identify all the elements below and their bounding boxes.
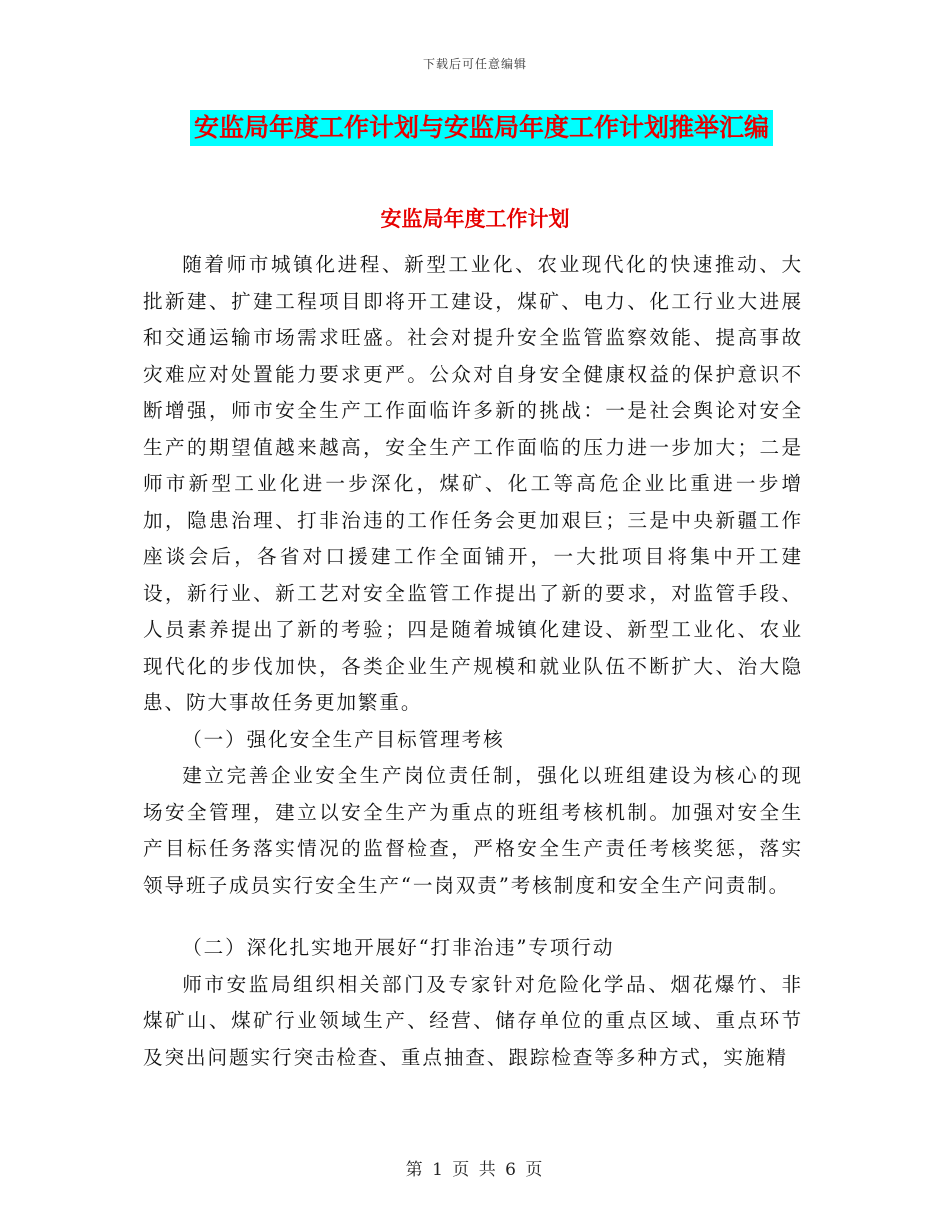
paragraph-target-management: 建立完善企业安全生产岗位责任制，强化以班组建设为核心的现场安全管理，建立以安全生产为重点的班组考核机制。加强对安全生产目标任务落实情况的监督检查，严格安全生产责任考核奖惩，落实领导班子成员实行安全生产“一岗双责”考核制度和安全生产问责制。 bbox=[143, 764, 803, 897]
document-body bbox=[143, 247, 803, 1076]
sub-heading-2: （二）深化扎实地开展好“打非治违”专项行动 bbox=[182, 936, 615, 959]
paragraph-inspection: 师市安监局组织相关部门及专家针对危险化学品、烟花爆竹、非煤矿山、煤矿行业领域生产、经营、储存单位的重点区域、重点环节及突出问题实行突击检查、重点抽查、跟踪检查等多种方式，实施精 bbox=[143, 972, 803, 1069]
document-main-title: 安监局年度工作计划与安监局年度工作计划推举汇编 bbox=[190, 110, 773, 146]
paragraph-intro: 随着师市城镇化进程、新型工业化、农业现代化的快速推动、大批新建、扩建工程项目即将开工建设，煤矿、电力、化工行业大进展和交通运输市场需求旺盛。社会对提升安全监管监察效能、提高事故灾难应对处置能力要求更严。公众对自身安全健康权益的保护意识不断增强，师市安全生产工作面临许多新的挑战：一是社会舆论对安全生产的期望值越来越高，安全生产工作面临的压力进一步加大；二是师市新型工业化进一步深化，煤矿、化工等高危企业比重进一步增加，隐患治理、打非治违的工作任务会更加艰巨；三是中央新疆工作座谈会后，各省对口援建工作全面铺开，一大批项目将集中开工建设，新行业、新工艺对安全监管工作提出了新的要求，对监管手段、人员素养提出了新的考验；四是随着城镇化建设、新型工业化、农业现代化的步伐加快，各类企业生产规模和就业队伍不断扩大、治大隐患、防大事故任务更加繁重。 bbox=[143, 253, 803, 714]
section-title: 安监局年度工作计划 bbox=[380, 206, 570, 231]
page-footer: 第 1 页 共 6 页 bbox=[405, 1160, 545, 1180]
sub-heading-1: （一）强化安全生产目标管理考核 bbox=[182, 727, 505, 751]
header-note: 下载后可任意编辑 bbox=[422, 57, 527, 71]
